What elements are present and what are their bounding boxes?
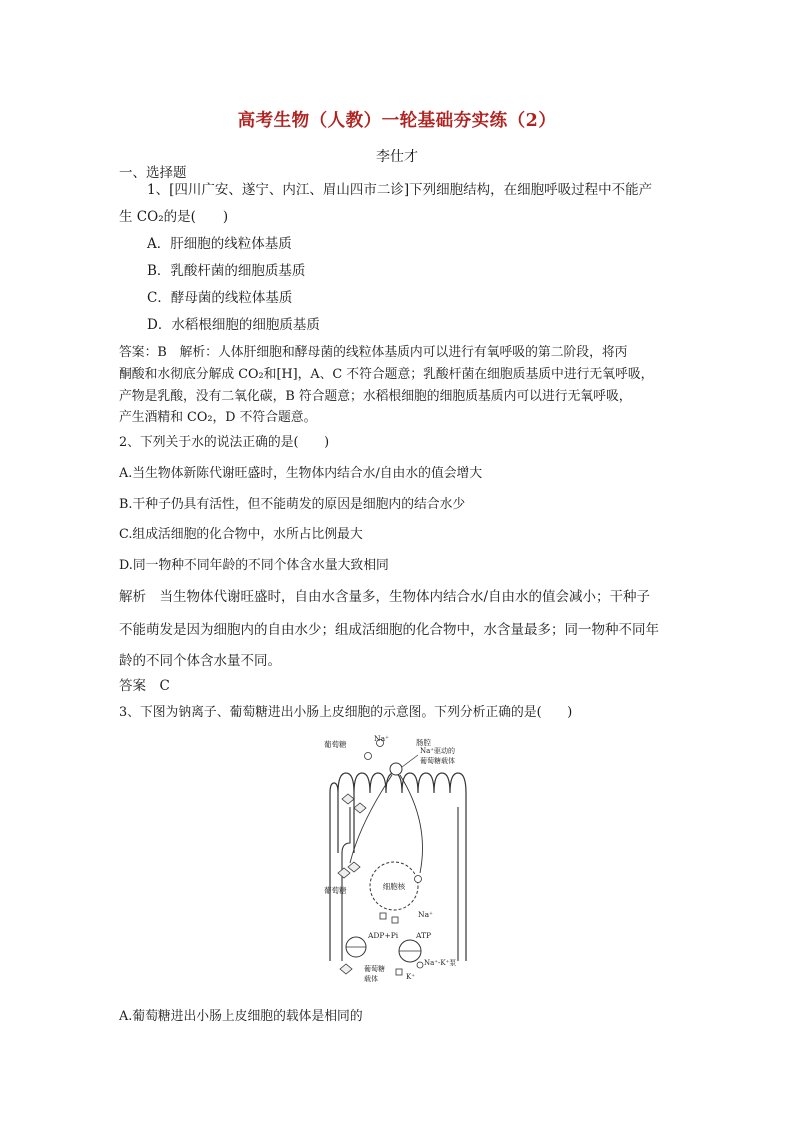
svg-text:葡萄糖: 葡萄糖 <box>324 886 347 895</box>
q3-option-a: A.葡萄糖进出小肠上皮细胞的载体是相同的 <box>119 1009 363 1024</box>
q2-option-a: A.当生物体新陈代谢旺盛时，生物体内结合水/自由水的值会增大 <box>119 466 483 481</box>
q1-stem-line1: 1、[四川广安、遂宁、内江、眉山四市二诊]下列细胞结构，在细胞呼吸过程中不能产 <box>147 182 653 198</box>
section-heading: 一、选择题 <box>119 165 187 181</box>
cell-transport-diagram <box>320 733 480 987</box>
svg-text:载体: 载体 <box>364 975 378 983</box>
na-glucose-carrier <box>390 763 402 775</box>
page-title: 高考生物（人教）一轮基础夯实练（2） <box>237 111 557 131</box>
q2-analysis-line1: 解析 当生物体代谢旺盛时，自由水含量多，生物体内结合水/自由水的值会减小；干种子 <box>119 589 651 605</box>
svg-text:Na⁺-K⁺泵: Na⁺-K⁺泵 <box>424 959 457 967</box>
svg-text:ADP+Pi: ADP+Pi <box>368 931 399 940</box>
q2-analysis-line3: 龄的不同个体含水量不同。 <box>119 653 281 669</box>
svg-text:肠腔: 肠腔 <box>416 738 431 747</box>
q1-answer-line2: 酮酸和水彻底分解成 CO₂和[H]，A、C 不符合题意；乳酸杆菌在细胞质基质中进行无氧呼吸， <box>119 367 654 382</box>
q1-stem-line2: 生 CO₂的是( ) <box>119 209 229 225</box>
svg-text:葡萄糖: 葡萄糖 <box>364 965 385 973</box>
q2-analysis-line2: 不能萌发是因为细胞内的自由水少；组成活细胞的化合物中，水含量最多；同一物种不同年 <box>119 622 659 638</box>
q2-answer: 答案 C <box>119 678 170 694</box>
q1-answer-line1: 答案：B 解析：人体肝细胞和酵母菌的线粒体基质内可以进行有氧呼吸的第二阶段，将丙 <box>119 345 628 360</box>
svg-text:葡萄糖: 葡萄糖 <box>324 740 347 749</box>
q2-stem: 2、下列关于水的说法正确的是( ) <box>119 435 330 450</box>
nucleus-label: 细胞核 <box>382 882 406 891</box>
svg-text:Na⁺: Na⁺ <box>418 910 433 919</box>
q1-option-d: D．水稻根细胞的细胞质基质 <box>147 317 320 333</box>
q2-option-b: B.干种子仍具有活性，但不能萌发的原因是细胞内的结合水少 <box>119 497 466 512</box>
q3-stem: 3、下图为钠离子、葡萄糖进出小肠上皮细胞的示意图。下列分析正确的是( ) <box>119 705 573 720</box>
q1-answer-line3: 产物是乳酸，没有二氧化碳，B 符合题意；水稻根细胞的细胞质基质内可以进行无氧呼吸， <box>119 389 632 404</box>
q1-option-a: A．肝细胞的线粒体基质 <box>147 236 292 252</box>
q2-option-d: D.同一物种不同年龄的不同个体含水量大致相同 <box>119 558 389 573</box>
svg-text:K⁺: K⁺ <box>406 973 415 981</box>
q1-option-b: B．乳酸杆菌的细胞质基质 <box>147 263 306 279</box>
svg-text:Na⁺: Na⁺ <box>374 734 389 743</box>
svg-text:ATP: ATP <box>416 931 432 940</box>
svg-text:葡萄糖载体: 葡萄糖载体 <box>420 757 455 765</box>
q1-option-c: C．酵母菌的线粒体基质 <box>147 290 293 306</box>
q2-option-c: C.组成活细胞的化合物中，水所占比例最大 <box>119 527 363 542</box>
author-name: 李仕才 <box>376 149 418 165</box>
svg-text:Na⁺驱动的: Na⁺驱动的 <box>420 747 455 755</box>
q1-answer-line4: 产生酒精和 CO₂，D 不符合题意。 <box>119 410 317 425</box>
